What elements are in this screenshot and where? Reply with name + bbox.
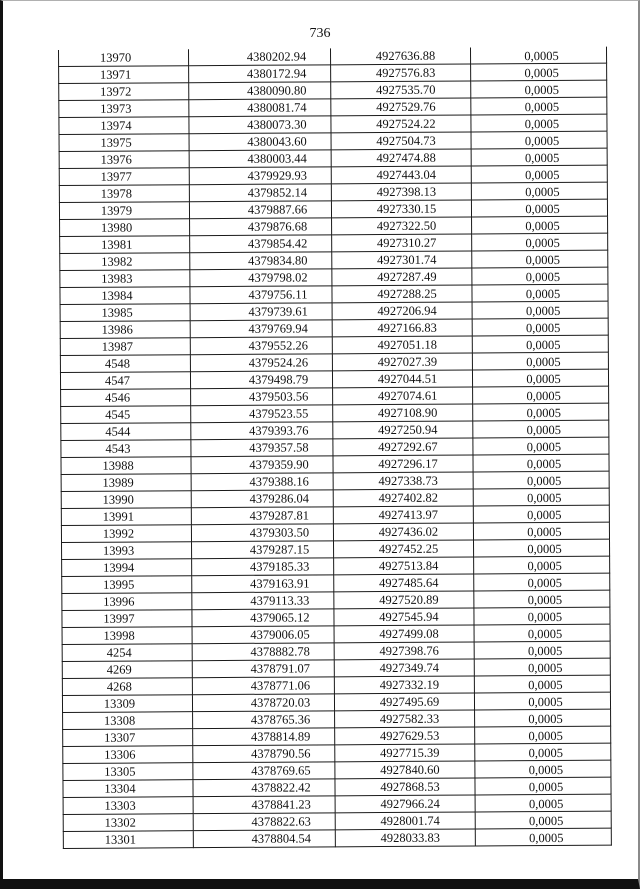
- y-coordinate-cell: 4927576.83: [331, 64, 471, 82]
- y-coordinate-cell: 4927288.25: [332, 285, 472, 303]
- error-cell: 0,0005: [473, 522, 609, 540]
- y-coordinate-cell: 4927027.39: [332, 353, 472, 371]
- error-cell: 0,0005: [473, 437, 609, 455]
- error-cell: 0,0005: [473, 420, 609, 438]
- point-id-cell: 13970: [58, 49, 188, 66]
- error-cell: 0,0005: [472, 369, 608, 387]
- x-coordinate-cell: 4379887.66: [189, 201, 331, 219]
- error-cell: 0,0005: [472, 233, 608, 251]
- point-id-cell: 13974: [59, 117, 189, 135]
- point-id-cell: 13309: [62, 695, 192, 713]
- point-id-cell: 13303: [63, 797, 193, 815]
- error-cell: 0,0005: [475, 828, 611, 846]
- y-coordinate-cell: 4927292.67: [333, 438, 473, 456]
- y-coordinate-cell: 4927495.69: [334, 693, 474, 711]
- point-id-cell: 13991: [61, 508, 191, 526]
- error-cell: 0,0005: [471, 148, 607, 166]
- x-coordinate-cell: 4379503.56: [191, 388, 333, 406]
- coordinates-table-body: [58, 47, 611, 849]
- point-id-cell: 4254: [62, 644, 192, 662]
- y-coordinate-cell: 4927166.83: [332, 319, 472, 337]
- y-coordinate-cell: 4927206.94: [332, 302, 472, 320]
- x-coordinate-cell: 4378720.03: [192, 694, 334, 712]
- y-coordinate-cell: 4927868.53: [335, 778, 475, 796]
- x-coordinate-cell: 4379739.61: [190, 303, 332, 321]
- point-id-cell: 13987: [60, 338, 190, 356]
- x-coordinate-cell: 4379287.15: [192, 541, 334, 559]
- point-id-cell: 13988: [61, 457, 191, 475]
- y-coordinate-cell: 4928001.74: [335, 812, 475, 830]
- x-coordinate-cell: 4378790.56: [193, 745, 335, 763]
- point-id-cell: 13995: [62, 576, 192, 594]
- y-coordinate-cell: 4927413.97: [333, 506, 473, 524]
- y-coordinate-cell: 4927629.53: [335, 727, 475, 745]
- y-coordinate-cell: 4927044.51: [332, 370, 472, 388]
- x-coordinate-cell: 4380043.60: [189, 133, 331, 151]
- point-id-cell: 4543: [61, 440, 191, 458]
- y-coordinate-cell: 4927074.61: [333, 387, 473, 405]
- point-id-cell: 13307: [63, 729, 193, 747]
- table-row: [63, 828, 611, 848]
- point-id-cell: 13975: [59, 134, 189, 152]
- x-coordinate-cell: 4379498.79: [190, 371, 332, 389]
- x-coordinate-cell: 4378822.63: [193, 813, 335, 831]
- y-coordinate-cell: 4927296.17: [333, 455, 473, 473]
- point-id-cell: 13980: [60, 219, 190, 237]
- error-cell: 0,0005: [475, 811, 611, 829]
- error-cell: 0,0005: [473, 454, 609, 472]
- y-coordinate-cell: 4927529.76: [331, 98, 471, 116]
- y-coordinate-cell: 4927545.94: [334, 608, 474, 626]
- error-cell: 0,0005: [473, 403, 609, 421]
- error-cell: 0,0005: [471, 97, 607, 115]
- point-id-cell: 4268: [62, 678, 192, 696]
- point-id-cell: 13986: [60, 321, 190, 339]
- point-id-cell: 13994: [62, 559, 192, 577]
- y-coordinate-cell: 4927330.15: [331, 200, 471, 218]
- error-cell: 0,0005: [472, 284, 608, 302]
- x-coordinate-cell: 4380003.44: [189, 150, 331, 168]
- x-coordinate-cell: 4380172.94: [189, 65, 331, 83]
- point-id-cell: 13305: [63, 763, 193, 781]
- point-id-cell: 13306: [63, 746, 193, 764]
- coordinates-table-container: [58, 47, 611, 849]
- x-coordinate-cell: 4379303.50: [191, 524, 333, 542]
- point-id-cell: 13302: [63, 814, 193, 832]
- y-coordinate-cell: 4927398.76: [334, 642, 474, 660]
- point-id-cell: 13985: [60, 304, 190, 322]
- y-coordinate-cell: 4927582.33: [335, 710, 475, 728]
- point-id-cell: 13976: [59, 151, 189, 169]
- error-cell: 0,0005: [474, 692, 610, 710]
- error-cell: 0,0005: [474, 556, 610, 574]
- error-cell: 0,0005: [473, 488, 609, 506]
- x-coordinate-cell: 4379006.05: [192, 626, 334, 644]
- error-cell: 0,0005: [475, 743, 611, 761]
- point-id-cell: 13978: [59, 185, 189, 203]
- y-coordinate-cell: 4927636.88: [330, 47, 470, 64]
- y-coordinate-cell: 4927966.24: [335, 795, 475, 813]
- y-coordinate-cell: 4927535.70: [331, 81, 471, 99]
- page-number: 736: [309, 26, 331, 41]
- x-coordinate-cell: 4379286.04: [191, 490, 333, 508]
- error-cell: 0,0005: [474, 590, 610, 608]
- error-cell: 0,0005: [473, 505, 609, 523]
- point-id-cell: 13304: [63, 780, 193, 798]
- error-cell: 0,0005: [475, 794, 611, 812]
- x-coordinate-cell: 4380090.80: [189, 82, 331, 100]
- x-coordinate-cell: 4379393.76: [191, 422, 333, 440]
- error-cell: 0,0005: [471, 182, 607, 200]
- y-coordinate-cell: 4927474.88: [331, 149, 471, 167]
- error-cell: 0,0005: [473, 471, 609, 489]
- point-id-cell: 4545: [61, 406, 191, 424]
- error-cell: 0,0005: [471, 165, 607, 183]
- x-coordinate-cell: 4379756.11: [190, 286, 332, 304]
- point-id-cell: 13979: [59, 202, 189, 220]
- error-cell: 0,0005: [471, 131, 607, 149]
- y-coordinate-cell: 4927250.94: [333, 421, 473, 439]
- x-coordinate-cell: 4378765.36: [193, 711, 335, 729]
- point-id-cell: 13977: [59, 168, 189, 186]
- point-id-cell: 13982: [60, 253, 190, 271]
- error-cell: 0,0005: [471, 80, 607, 98]
- y-coordinate-cell: 4927322.50: [332, 217, 472, 235]
- point-id-cell: 13996: [62, 593, 192, 611]
- y-coordinate-cell: 4927301.74: [332, 251, 472, 269]
- x-coordinate-cell: 4379524.26: [190, 354, 332, 372]
- point-id-cell: 13971: [59, 66, 189, 84]
- y-coordinate-cell: 4927840.60: [335, 761, 475, 779]
- error-cell: 0,0005: [471, 114, 607, 132]
- x-coordinate-cell: 4379798.02: [190, 269, 332, 287]
- y-coordinate-cell: 4927332.19: [334, 676, 474, 694]
- error-cell: 0,0005: [472, 301, 608, 319]
- y-coordinate-cell: 4927499.08: [334, 625, 474, 643]
- y-coordinate-cell: 4927108.90: [333, 404, 473, 422]
- x-coordinate-cell: 4378841.23: [193, 796, 335, 814]
- error-cell: 0,0005: [475, 777, 611, 795]
- x-coordinate-cell: 4379834.80: [190, 252, 332, 270]
- x-coordinate-cell: 4379769.94: [190, 320, 332, 338]
- x-coordinate-cell: 4378771.06: [192, 677, 334, 695]
- x-coordinate-cell: 4379929.93: [189, 167, 331, 185]
- x-coordinate-cell: 4379852.14: [189, 184, 331, 202]
- y-coordinate-cell: 4927513.84: [334, 557, 474, 575]
- point-id-cell: 4548: [60, 355, 190, 373]
- error-cell: 0,0005: [470, 47, 606, 64]
- x-coordinate-cell: 4379854.42: [190, 235, 332, 253]
- y-coordinate-cell: 4927524.22: [331, 115, 471, 133]
- error-cell: 0,0005: [474, 539, 610, 557]
- x-coordinate-cell: 4379359.90: [191, 456, 333, 474]
- x-coordinate-cell: 4379185.33: [192, 558, 334, 576]
- point-id-cell: 13301: [63, 831, 193, 849]
- point-id-cell: 13992: [61, 525, 191, 543]
- x-coordinate-cell: 4378804.54: [193, 830, 335, 848]
- x-coordinate-cell: 4378791.07: [192, 660, 334, 678]
- y-coordinate-cell: 4927485.64: [334, 574, 474, 592]
- point-id-cell: 13989: [61, 474, 191, 492]
- error-cell: 0,0005: [473, 386, 609, 404]
- x-coordinate-cell: 4379065.12: [192, 609, 334, 627]
- y-coordinate-cell: 4927310.27: [332, 234, 472, 252]
- error-cell: 0,0005: [474, 573, 610, 591]
- point-id-cell: 13984: [60, 287, 190, 305]
- point-id-cell: 13973: [59, 100, 189, 118]
- x-coordinate-cell: 4379552.26: [190, 337, 332, 355]
- y-coordinate-cell: 4927452.25: [334, 540, 474, 558]
- point-id-cell: 13993: [62, 542, 192, 560]
- y-coordinate-cell: 4927504.73: [331, 132, 471, 150]
- y-coordinate-cell: 4928033.83: [335, 829, 475, 847]
- x-coordinate-cell: 4378814.89: [193, 728, 335, 746]
- x-coordinate-cell: 4379113.33: [192, 592, 334, 610]
- y-coordinate-cell: 4927520.89: [334, 591, 474, 609]
- x-coordinate-cell: 4379357.58: [191, 439, 333, 457]
- error-cell: 0,0005: [474, 641, 610, 659]
- x-coordinate-cell: 4379876.68: [190, 218, 332, 236]
- x-coordinate-cell: 4378822.42: [193, 779, 335, 797]
- x-coordinate-cell: 4379163.91: [192, 575, 334, 593]
- point-id-cell: 13998: [62, 627, 192, 645]
- y-coordinate-cell: 4927715.39: [335, 744, 475, 762]
- error-cell: 0,0005: [475, 760, 611, 778]
- point-id-cell: 13308: [63, 712, 193, 730]
- x-coordinate-cell: 4379388.16: [191, 473, 333, 491]
- error-cell: 0,0005: [472, 250, 608, 268]
- error-cell: 0,0005: [472, 335, 608, 353]
- y-coordinate-cell: 4927436.02: [333, 523, 473, 541]
- y-coordinate-cell: 4927443.04: [331, 166, 471, 184]
- point-id-cell: 13981: [60, 236, 190, 254]
- error-cell: 0,0005: [474, 675, 610, 693]
- point-id-cell: 13983: [60, 270, 190, 288]
- error-cell: 0,0005: [472, 352, 608, 370]
- x-coordinate-cell: 4380202.94: [188, 48, 330, 65]
- point-id-cell: 4547: [60, 372, 190, 390]
- y-coordinate-cell: 4927287.49: [332, 268, 472, 286]
- y-coordinate-cell: 4927338.73: [333, 472, 473, 490]
- y-coordinate-cell: 4927398.13: [331, 183, 471, 201]
- error-cell: 0,0005: [471, 63, 607, 81]
- point-id-cell: 13990: [61, 491, 191, 509]
- y-coordinate-cell: 4927051.18: [332, 336, 472, 354]
- error-cell: 0,0005: [474, 624, 610, 642]
- error-cell: 0,0005: [475, 726, 611, 744]
- point-id-cell: 4546: [61, 389, 191, 407]
- point-id-cell: 13997: [62, 610, 192, 628]
- x-coordinate-cell: 4380081.74: [189, 99, 331, 117]
- x-coordinate-cell: 4378882.78: [192, 643, 334, 661]
- error-cell: 0,0005: [474, 607, 610, 625]
- error-cell: 0,0005: [472, 267, 608, 285]
- error-cell: 0,0005: [474, 658, 610, 676]
- error-cell: 0,0005: [475, 709, 611, 727]
- x-coordinate-cell: 4379287.81: [191, 507, 333, 525]
- point-id-cell: 13972: [59, 83, 189, 101]
- x-coordinate-cell: 4380073.30: [189, 116, 331, 134]
- x-coordinate-cell: 4378769.65: [193, 762, 335, 780]
- y-coordinate-cell: 4927349.74: [334, 659, 474, 677]
- x-coordinate-cell: 4379523.55: [191, 405, 333, 423]
- point-id-cell: 4269: [62, 661, 192, 679]
- y-coordinate-cell: 4927402.82: [333, 489, 473, 507]
- point-id-cell: 4544: [61, 423, 191, 441]
- error-cell: 0,0005: [472, 216, 608, 234]
- error-cell: 0,0005: [472, 318, 608, 336]
- coordinates-table: [58, 47, 612, 849]
- error-cell: 0,0005: [471, 199, 607, 217]
